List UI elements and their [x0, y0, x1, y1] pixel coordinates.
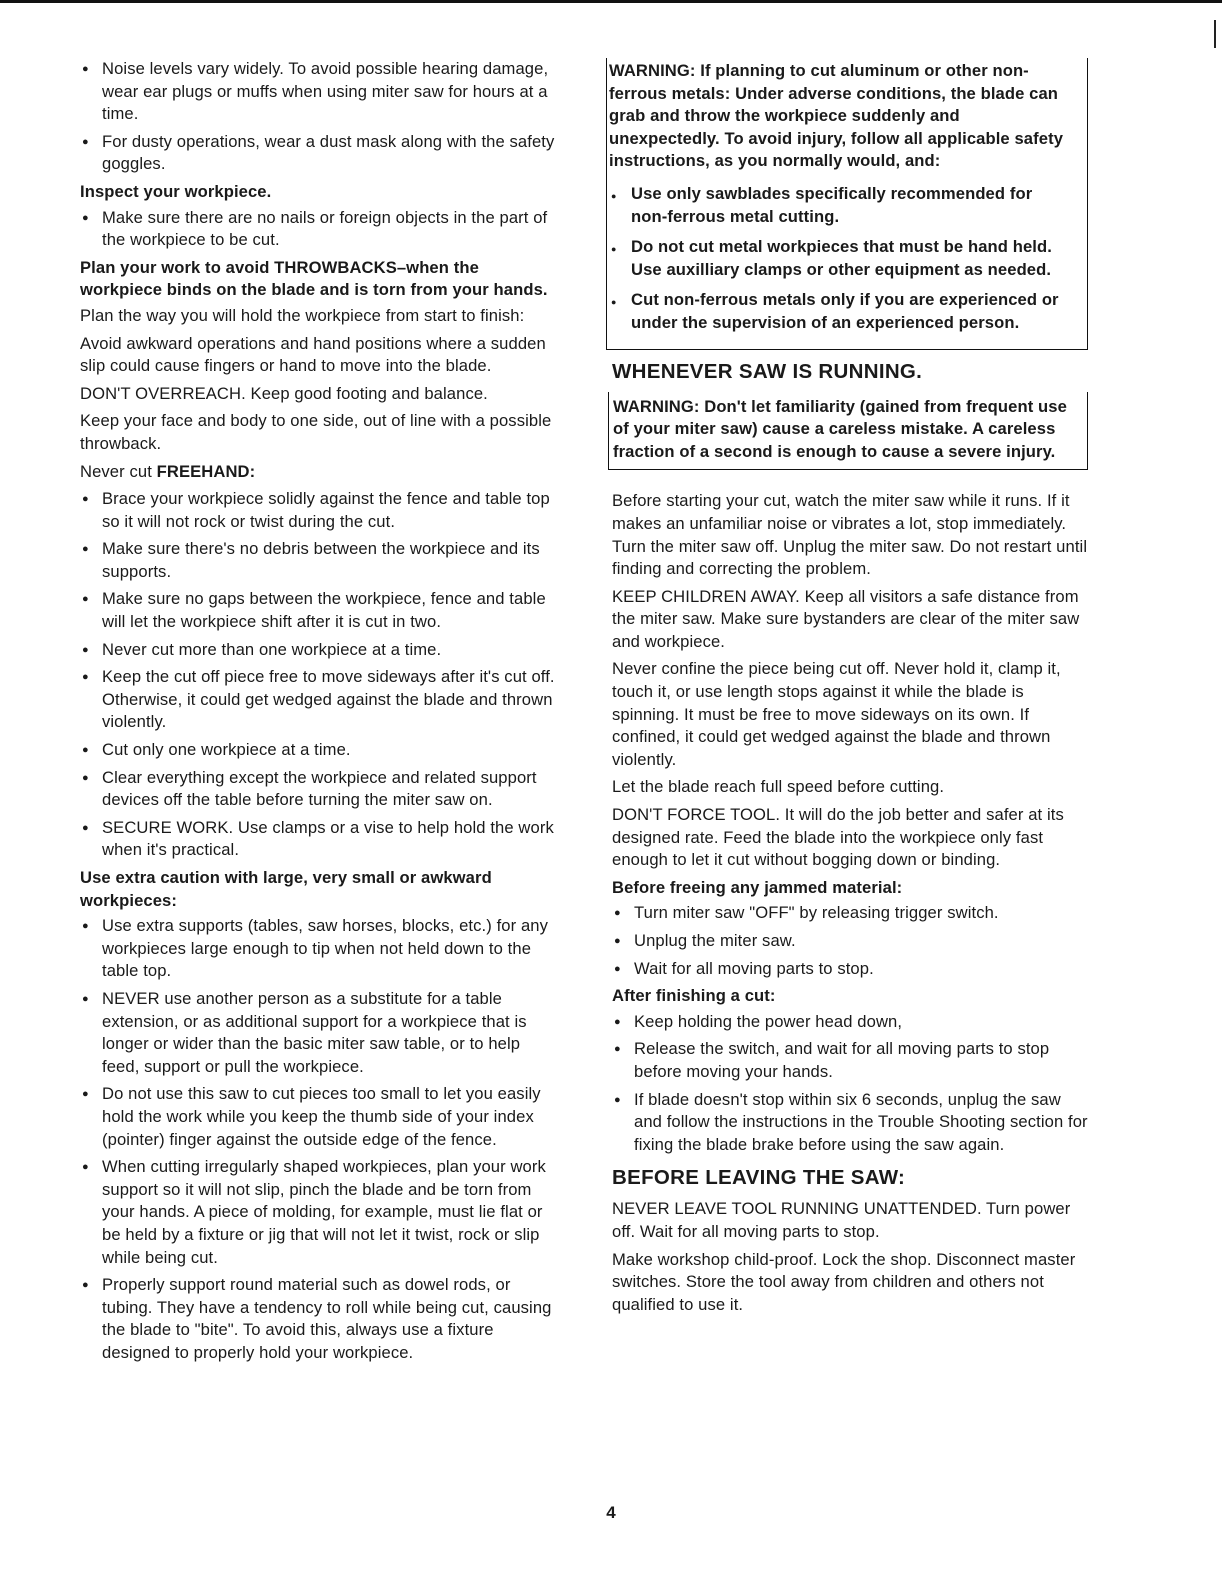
- list-item: ● Use extra supports (tables, saw horses, blocks, etc.) for any workpieces large enough to tip when not held down to the table top.: [80, 915, 556, 983]
- list-item: ● Keep holding the power head down,: [612, 1011, 1088, 1034]
- after-list: [612, 1011, 1088, 1157]
- full-speed-text: Let the blade reach full speed before cutting.: [612, 777, 945, 797]
- list-item: ● When cutting irregularly shaped workpieces, plan your work support so it will not slip, pinch the blade and be torn from your hands. A piece of molding, for example, must lie flat or be held by a fixture or jig that will not let it twist, rock or slip while being cut.: [80, 1156, 556, 1269]
- page-edge-mark: [1214, 20, 1216, 48]
- leaving-text: NEVER LEAVE TOOL RUNNING UNATTENDED. Turn power off. Wait for all moving parts to stop.: [612, 1199, 1071, 1241]
- list-item: ● Make sure no gaps between the workpiece, fence and table will let the workpiece shift after it is cut in two.: [80, 588, 556, 633]
- freehand-bold: FREEHAND:: [156, 461, 256, 481]
- freehand-line: [80, 461, 556, 484]
- caution-heading: Use extra caution with large, very small or awkward workpieces:: [80, 868, 492, 910]
- plan-text: Plan the way you will hold the workpiece from start to finish:: [80, 305, 525, 325]
- inspect-list: [80, 207, 556, 252]
- confine-text: Never confine the piece being cut off. Never hold it, clamp it, touch it, or use length stops against it while the blade is spinning. It must be free to move sideways on its own. If confined, it could get wedged against the blade and thrown violently.: [612, 659, 1061, 769]
- list-item: ● Release the switch, and wait for all moving parts to stop before moving your hands.: [612, 1038, 1088, 1083]
- list-item: ● Wait for all moving parts to stop.: [612, 958, 1088, 981]
- list-item: ● For dusty operations, wear a dust mask along with the safety goggles.: [80, 131, 556, 176]
- page-top-border: [0, 0, 1222, 3]
- list-item: ● Properly support round material such as dowel rods, or tubing. They have a tendency to roll while being cut, causing the blade to "bite". To avoid this, always use a fixture designed to properly hold your workpiece.: [80, 1274, 556, 1364]
- familiarity-warning-box: [608, 392, 1088, 471]
- list-item: ● Brace your workpiece solidly against the fence and table top so it will not rock or twist during the cut.: [80, 488, 556, 533]
- freehand-list: [80, 488, 556, 862]
- after-heading: After finishing a cut:: [612, 986, 776, 1006]
- before-start-text: Before starting your cut, watch the miter saw while it runs. If it makes an unfamiliar noise or vibrates a lot, stop immediately. Turn the miter saw off. Unplug the miter saw. Do not restart until finding and correcting the problem.: [612, 491, 1088, 579]
- list-item: ● Clear everything except the workpiece and related support devices off the table before turning the miter saw on.: [80, 767, 556, 812]
- list-item: ● Make sure there's no debris between the workpiece and its supports.: [80, 538, 556, 583]
- list-item: ● Noise levels vary widely. To avoid possible hearing damage, wear ear plugs or muffs when using miter saw for hours at a time.: [80, 58, 556, 126]
- inspect-heading: Inspect your workpiece.: [80, 181, 272, 201]
- familiarity-warning-text: WARNING: Don't let familiarity (gained from frequent use of your miter saw) cause a careless mistake. A careless fraction of a second is enough to cause a severe injury.: [613, 396, 1067, 461]
- list-item: ● NEVER use another person as a substitute for a table extension, or as additional support for a workpiece that is longer or wider than the basic miter saw table, or to help feed, support or pull the workpiece.: [80, 988, 556, 1078]
- metal-warning-list: [609, 183, 1073, 335]
- children-text: KEEP CHILDREN AWAY. Keep all visitors a safe distance from the miter saw. Make sure bystanders are clear of the miter saw and workpiece.: [612, 586, 1080, 651]
- list-item: ● SECURE WORK. Use clamps or a vise to help hold the work when it's practical.: [80, 817, 556, 862]
- hearing-list: [80, 58, 556, 176]
- page-number: 4: [606, 1503, 616, 1522]
- list-item: ● Never cut more than one workpiece at a time.: [80, 639, 556, 662]
- leaving-section-title: BEFORE LEAVING THE SAW:: [612, 1166, 906, 1190]
- list-item: ● Do not use this saw to cut pieces too small to let you easily hold the work while you keep the thumb side of your index (pointer) finger against the outside edge of the fence.: [80, 1083, 556, 1151]
- list-item: ● Unplug the miter saw.: [612, 930, 1088, 953]
- list-item: ● Cut only one workpiece at a time.: [80, 739, 556, 762]
- jammed-list: [612, 902, 1088, 980]
- list-item: ● Cut non-ferrous metals only if you are experienced or under the supervision of an experienced person.: [609, 289, 1073, 334]
- list-item: ● Use only sawblades specifically recommended for non-ferrous metal cutting.: [609, 183, 1073, 228]
- freehand-prefix: Never cut: [80, 461, 157, 481]
- caution-list: [80, 915, 556, 1364]
- childproof-text: Make workshop child-proof. Lock the shop. Disconnect master switches. Store the tool away from children and others not qualified to use it.: [612, 1249, 1076, 1314]
- plan-heading: Plan your work to avoid THROWBACKS–when the workpiece binds on the blade and is torn from your hands.: [80, 257, 548, 300]
- metal-warning-box: [606, 58, 1088, 350]
- face-text: Keep your face and body to one side, out of line with a possible throwback.: [80, 411, 552, 453]
- list-item: ● Do not cut metal workpieces that must be hand held. Use auxilliary clamps or other equipment as needed.: [609, 236, 1073, 281]
- list-item: ● Keep the cut off piece free to move sideways after it's cut off. Otherwise, it could get wedged against the blade and thrown violently.: [80, 666, 556, 734]
- list-item: ● Turn miter saw "OFF" by releasing trigger switch.: [612, 902, 1088, 925]
- avoid-text: Avoid awkward operations and hand positions where a sudden slip could cause fingers or hand to move into the blade.: [80, 333, 546, 376]
- metal-warning-text: WARNING: If planning to cut aluminum or other non-ferrous metals: Under adverse conditions, the blade can grab and throw the workpiece suddenly and unexpectedly. To avoid injury, follow all applicable safety instructions, as you normally would, and:: [609, 61, 1064, 171]
- force-text: DON'T FORCE TOOL. It will do the job better and safer at its designed rate. Feed the blade into the workpiece only fast enough to let it cut without bogging down or binding.: [612, 805, 1064, 870]
- left-column: [80, 58, 556, 1369]
- overreach-text: DON'T OVERREACH. Keep good footing and balance.: [80, 383, 488, 403]
- list-item: ● If blade doesn't stop within six 6 seconds, unplug the saw and follow the instructions in the Trouble Shooting section for fixing the blade brake before using the saw again.: [612, 1089, 1088, 1157]
- list-item: ● Make sure there are no nails or foreign objects in the part of the workpiece to be cut.: [80, 207, 556, 252]
- right-column: [609, 58, 1088, 1321]
- running-section-title: WHENEVER SAW IS RUNNING.: [612, 359, 923, 383]
- jammed-heading: Before freeing any jammed material:: [612, 877, 903, 897]
